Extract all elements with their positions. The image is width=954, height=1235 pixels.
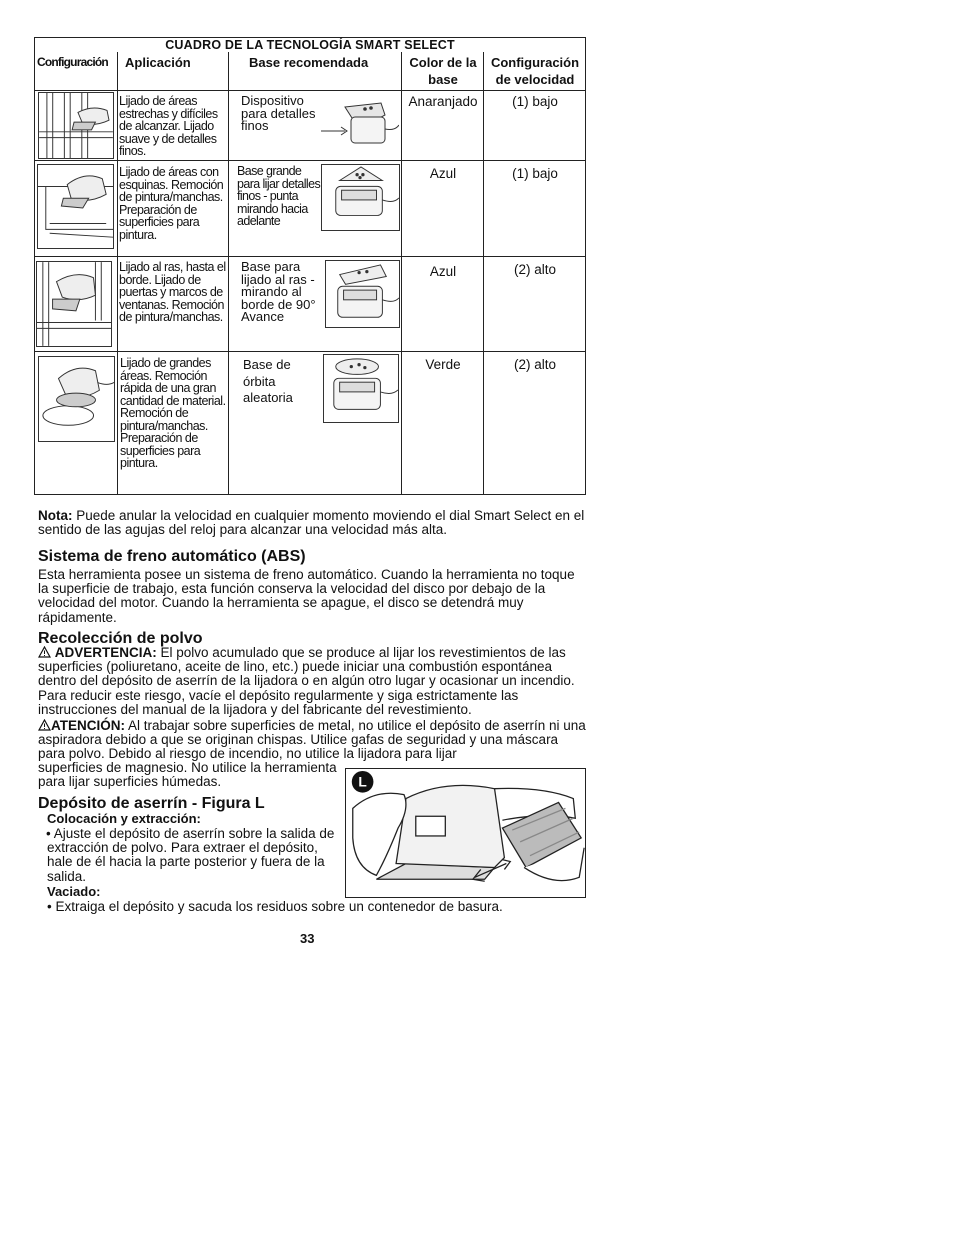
figure-l [345,768,586,898]
detail-finger-attachment-icon [319,95,399,157]
smart-select-table [34,37,586,495]
row1-color: Anaranjado [408,94,478,109]
abs-text: Esta herramienta posee un sistema de freno automático. Cuando la herramienta no toque la superficie de trabajo, esta función conserva la velocidad del disco por debajo de la velocidad del motor. Cuando la herramienta se apague, el disco se detendrá muy rápidamente. [38,567,575,625]
dust-caution [38,719,586,762]
table-title: CUADRO DE LA TECNOLOGÍA SMART SELECT [165,38,455,52]
flush-sanding-icon [36,261,112,347]
row1-speed: (1) bajo [512,94,558,109]
warning-text: El polvo acumulado que se produce al lijar los revestimientos de las superficies (poliuretano, aceite de lino, etc.) puede iniciar una combustión espontánea dentro del depósito de aserrín de la lijadora o en algún otro lugar y ocasionar un incendio. Para reducir este riesgo, vacíe el depósito regularmente y siga estrictamente las instrucciones del manual de la lijadora y del fabricante del revestimiento. [38,645,575,717]
row3-application: Lijado al ras, hasta el borde. Lijado de puertas y marcos de ventanas. Remoción de pintura/manchas. [119,260,226,324]
row1-application: Lijado de áreas estrechas y difíciles de alcanzar. Lijado suave y de detalles finos. [119,94,218,158]
canister-heading: Depósito de aserrín - Figura L [38,795,265,812]
row1-base: Dispositivo para detalles finos [241,93,316,133]
row2-application: Lijado de áreas con esquinas. Remoción de pintura/manchas. Preparación de superficies para pintura. [119,165,224,242]
caution-label: ATENCIÓN: [51,718,125,733]
row2-base: Base grande para lijar detalles finos - punta mirando hacia adelante [237,164,321,228]
placement-subheading: Colocación y extracción: [47,811,201,826]
header-color: Color de la base [409,55,477,87]
dust-heading: Recolección de polvo [38,630,203,647]
caution-text-2: superficies de magnesio. No utilice la herramienta para lijar superficies húmedas. [38,760,337,790]
dust-canister-removal-icon [346,769,585,897]
dust-warning [38,646,586,717]
large-area-sanding-icon [38,356,115,442]
warning-icon [38,646,51,658]
flush-base-icon [325,260,400,328]
row3-color: Azul [429,264,457,279]
abs-heading: Sistema de freno automático (ABS) [38,548,306,565]
page-number: 33 [300,931,315,946]
random-orbit-base-icon [323,354,399,423]
header-base: Base recomendada [249,55,369,70]
header-application: Aplicación [125,55,191,70]
speed-note [38,509,586,537]
row4-base: Base de órbita aleatoria [243,357,293,405]
note-label: Nota: [38,508,73,523]
warning-label: ADVERTENCIA: [54,645,157,660]
row3-base: Base para lijado al ras - mirando al borde de 90° Avance [241,259,316,324]
header-config: Configuración [37,55,108,69]
figure-label: L [358,774,367,790]
sanding-corners-icon [37,164,114,249]
sanding-narrow-areas-icon [38,92,114,159]
row4-application: Lijado de grandes áreas. Remoción rápida de una gran cantidad de material. Remoción de pintura/manchas. Preparación de superficies para pintura. [120,356,226,470]
note-text: Puede anular la velocidad en cualquier momento moviendo el dial Smart Select en el sentido de las agujas del reloj para alcanzar una velocidad más alta. [38,508,585,538]
placement-bullet: • Ajuste el depósito de aserrín sobre la salida de extracción de polvo. Para extraer el depósito, hale de él hacia la parte posterior y fuera de la salida. [46,826,335,884]
large-detail-base-icon [321,164,400,231]
row2-speed: (1) bajo [512,166,558,181]
header-speed: Configuración de velocidad [490,55,580,87]
row2-color: Azul [429,166,457,181]
row4-color: Verde [425,357,461,372]
row3-speed: (2) alto [513,262,557,277]
caution-icon [38,719,51,731]
caution-text-1: Al trabajar sobre superficies de metal, no utilice el depósito de aserrín ni una aspiradora debido a que se originan chispas. Utilice gafas de seguridad y una máscara para polvo. Debido al riesgo de incendio, no utilice la lijadora para lijar [38,718,586,762]
emptying-bullet: • Extraiga el depósito y sacuda los residuos sobre un contenedor de basura. [47,899,503,914]
row4-speed: (2) alto [513,357,557,372]
emptying-subheading: Vaciado: [47,884,101,899]
